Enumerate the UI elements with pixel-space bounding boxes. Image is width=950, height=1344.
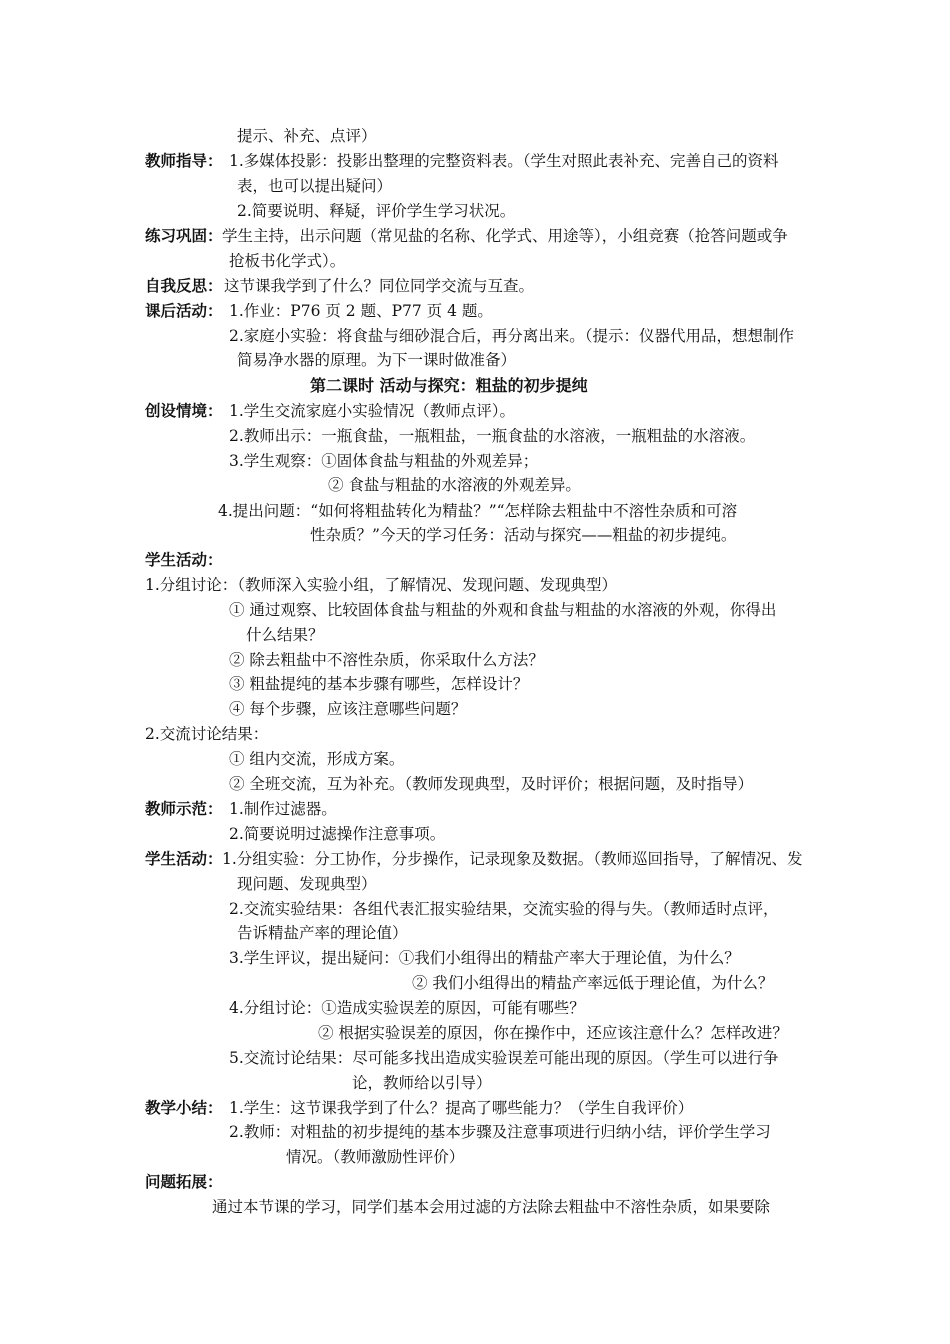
text-line: 2.家庭小实验：将食盐与细砂混合后，再分离出来。（提示：仪器代用品，想想制作 (229, 327, 795, 345)
text-line: 1.多媒体投影：投影出整理的完整资料表。（学生对照此表补充、完善自己的资料 (229, 152, 779, 170)
text-line: 2.教师出示：一瓶食盐，一瓶粗盐，一瓶食盐的水溶液，一瓶粗盐的水溶液。 (229, 427, 756, 445)
text-line: ② 食盐与粗盐的水溶液的外观差异。 (328, 476, 581, 494)
text-line: 1.作业：P76 页 2 题、P77 页 4 题。 (229, 302, 493, 320)
text-line: 1.制作过滤器。 (229, 800, 337, 818)
section-label: 问题拓展： (145, 1172, 223, 1191)
text-line: ④ 每个步骤，应该注意哪些问题？ (229, 700, 467, 718)
text-line: 2.简要说明过滤操作注意事项。 (229, 825, 446, 843)
text-line: 5.交流讨论结果：尽可能多找出造成实验误差可能出现的原因。（学生可以进行争 (229, 1049, 779, 1067)
text-line: 1.学生：这节课我学到了什么？提高了哪些能力？（学生自我评价） (229, 1099, 694, 1117)
text-line: 3.学生观察：①固体食盐与粗盐的外观差异； (229, 452, 539, 470)
text-line: 性杂质？”今天的学习任务：活动与探究——粗盐的初步提纯。 (310, 526, 737, 544)
text-line: 这节课我学到了什么？同位同学交流与互查。 (224, 277, 535, 295)
text-line: 告诉精盐产率的理论值） (237, 924, 408, 942)
text-line: ② 根据实验误差的原因，你在操作中，还应该注意什么？怎样改进？ (318, 1024, 788, 1042)
text-line: 论，教师给以引导） (352, 1074, 492, 1092)
section-label: 教师示范： (145, 799, 223, 818)
text-line: 学生主持，出示问题（常见盐的名称、化学式、用途等），小组竞赛（抢答问题或争 (222, 227, 788, 245)
text-line: 2.教师：对粗盐的初步提纯的基本步骤及注意事项进行归纳小结，评价学生学习 (229, 1123, 771, 1141)
text-line: 1.分组实验：分工协作，分步操作，记录现象及数据。（教师巡回指导，了解情况、发 (222, 850, 803, 868)
section-label: 学生活动： (145, 849, 223, 868)
text-line: 表，也可以提出疑问） (237, 177, 393, 195)
text-line: 2.交流实验结果：各组代表汇报实验结果，交流实验的得与失。（教师适时点评， (229, 900, 779, 918)
text-line: ① 组内交流，形成方案。 (229, 750, 405, 768)
text-line: 提示、补充、点评） (237, 127, 377, 145)
text-line: 4.提出问题：“如何将粗盐转化为精盐？”“怎样除去粗盐中不溶性杂质和可溶 (218, 502, 738, 520)
text-line: 3.学生评议，提出疑问：①我们小组得出的精盐产率大于理论值，为什么？ (229, 949, 740, 967)
text-line: 4.分组讨论：①造成实验误差的原因，可能有哪些？ (229, 999, 585, 1017)
text-line: 2.交流讨论结果： (145, 725, 269, 743)
text-line: 1.学生交流家庭小实验情况（教师点评）。 (229, 402, 516, 420)
section-label: 创设情境： (145, 401, 223, 420)
text-line: ② 我们小组得出的精盐产率远低于理论值，为什么？ (412, 974, 774, 992)
section-label: 课后活动： (145, 301, 223, 320)
text-line: 2.简要说明、释疑，评价学生学习状况。 (237, 202, 516, 220)
section-label: 学生活动： (145, 550, 223, 569)
section-label: 自我反思： (145, 276, 223, 295)
section-label: 练习巩固： (145, 226, 223, 245)
text-line: ① 通过观察、比较固体食盐与粗盐的外观和食盐与粗盐的水溶液的外观，你得出 (229, 601, 777, 619)
text-line: 1.分组讨论：（教师深入实验小组，了解情况、发现问题、发现典型） (145, 576, 618, 594)
text-line: ③ 粗盐提纯的基本步骤有哪些，怎样设计？ (229, 675, 529, 693)
section-label: 教师指导： (145, 151, 223, 170)
text-line: ② 全班交流，互为补充。（教师发现典型，及时评价；根据问题，及时指导） (229, 775, 754, 793)
text-line: 简易净水器的原理。为下一课时做准备） (237, 351, 517, 369)
text-line: ② 除去粗盐中不溶性杂质，你采取什么方法？ (229, 651, 544, 669)
section-label: 教学小结： (145, 1098, 223, 1117)
section-title: 第二课时 活动与探究：粗盐的初步提纯 (310, 376, 588, 395)
text-line: 情况。（教师激励性评价） (286, 1148, 465, 1166)
text-line: 抢板书化学式）。 (229, 252, 346, 270)
text-line: 通过本节课的学习，同学们基本会用过滤的方法除去粗盐中不溶性杂质，如果要除 (212, 1198, 771, 1216)
text-line: 现问题、发现典型） (237, 875, 377, 893)
text-line: 什么结果？ (246, 626, 324, 644)
